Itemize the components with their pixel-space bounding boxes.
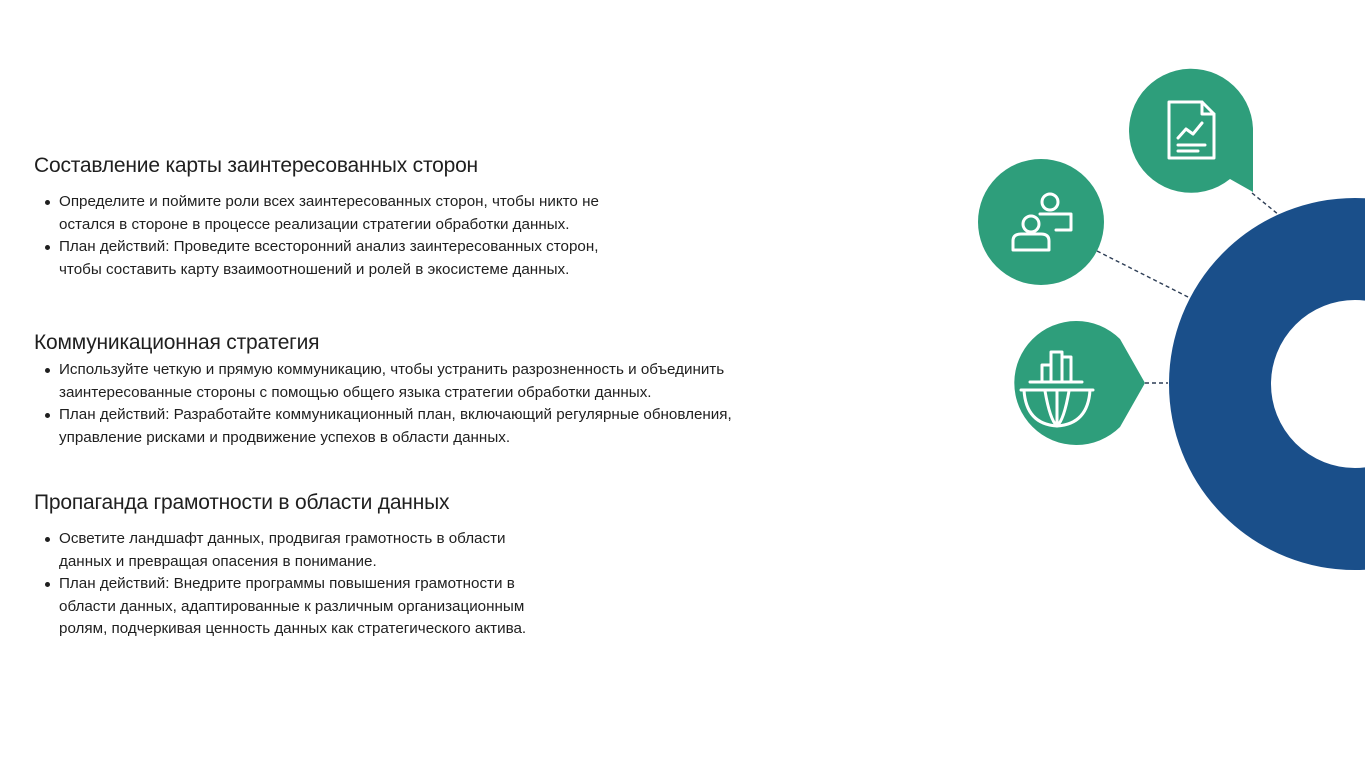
bullet-list [34, 191, 624, 281]
bullet-list [34, 359, 774, 449]
bullet-item: План действий: Внедрите программы повышения грамотности в области данных, адаптированные к различным организационным ролям, подчеркивая ценность данных как стратегического актива. [34, 573, 544, 641]
hub-ring [1220, 249, 1365, 519]
section-stakeholder-mapping [34, 153, 624, 281]
bullet-list [34, 528, 544, 641]
bullet-item: Осветите ландшафт данных, продвигая грамотность в области данных и превращая опасения в понимание. [34, 528, 544, 573]
section-title: Пропаганда грамотности в области данных [34, 491, 450, 514]
badge-document [1129, 69, 1253, 193]
badge-globe [1014, 321, 1145, 445]
section-communication-strategy [34, 330, 774, 449]
bullet-item: Используйте четкую и прямую коммуникацию, чтобы устранить разрозненность и объединить заинтересованные стороны с помощью общего языка стратегии обработки данных. [34, 359, 774, 404]
bullet-item: Определите и поймите роли всех заинтересованных сторон, чтобы никто не остался в стороне в процессе реализации стратегии обработки данных. [34, 191, 624, 236]
section-title: Составление карты заинтересованных сторон [34, 154, 478, 177]
section-data-literacy [34, 490, 544, 641]
badge-shape [978, 159, 1104, 285]
hub-graphic [960, 55, 1365, 585]
bullet-item: План действий: Проведите всесторонний анализ заинтересованных сторон, чтобы составить карту взаимоотношений и ролей в экосистеме данных. [34, 236, 624, 281]
connector-line [1097, 251, 1190, 298]
badge-person [978, 159, 1104, 285]
section-title: Коммуникационная стратегия [34, 331, 320, 354]
bullet-item: План действий: Разработайте коммуникационный план, включающий регулярные обновления, управление рисками и продвижение успехов в области данных. [34, 404, 774, 449]
